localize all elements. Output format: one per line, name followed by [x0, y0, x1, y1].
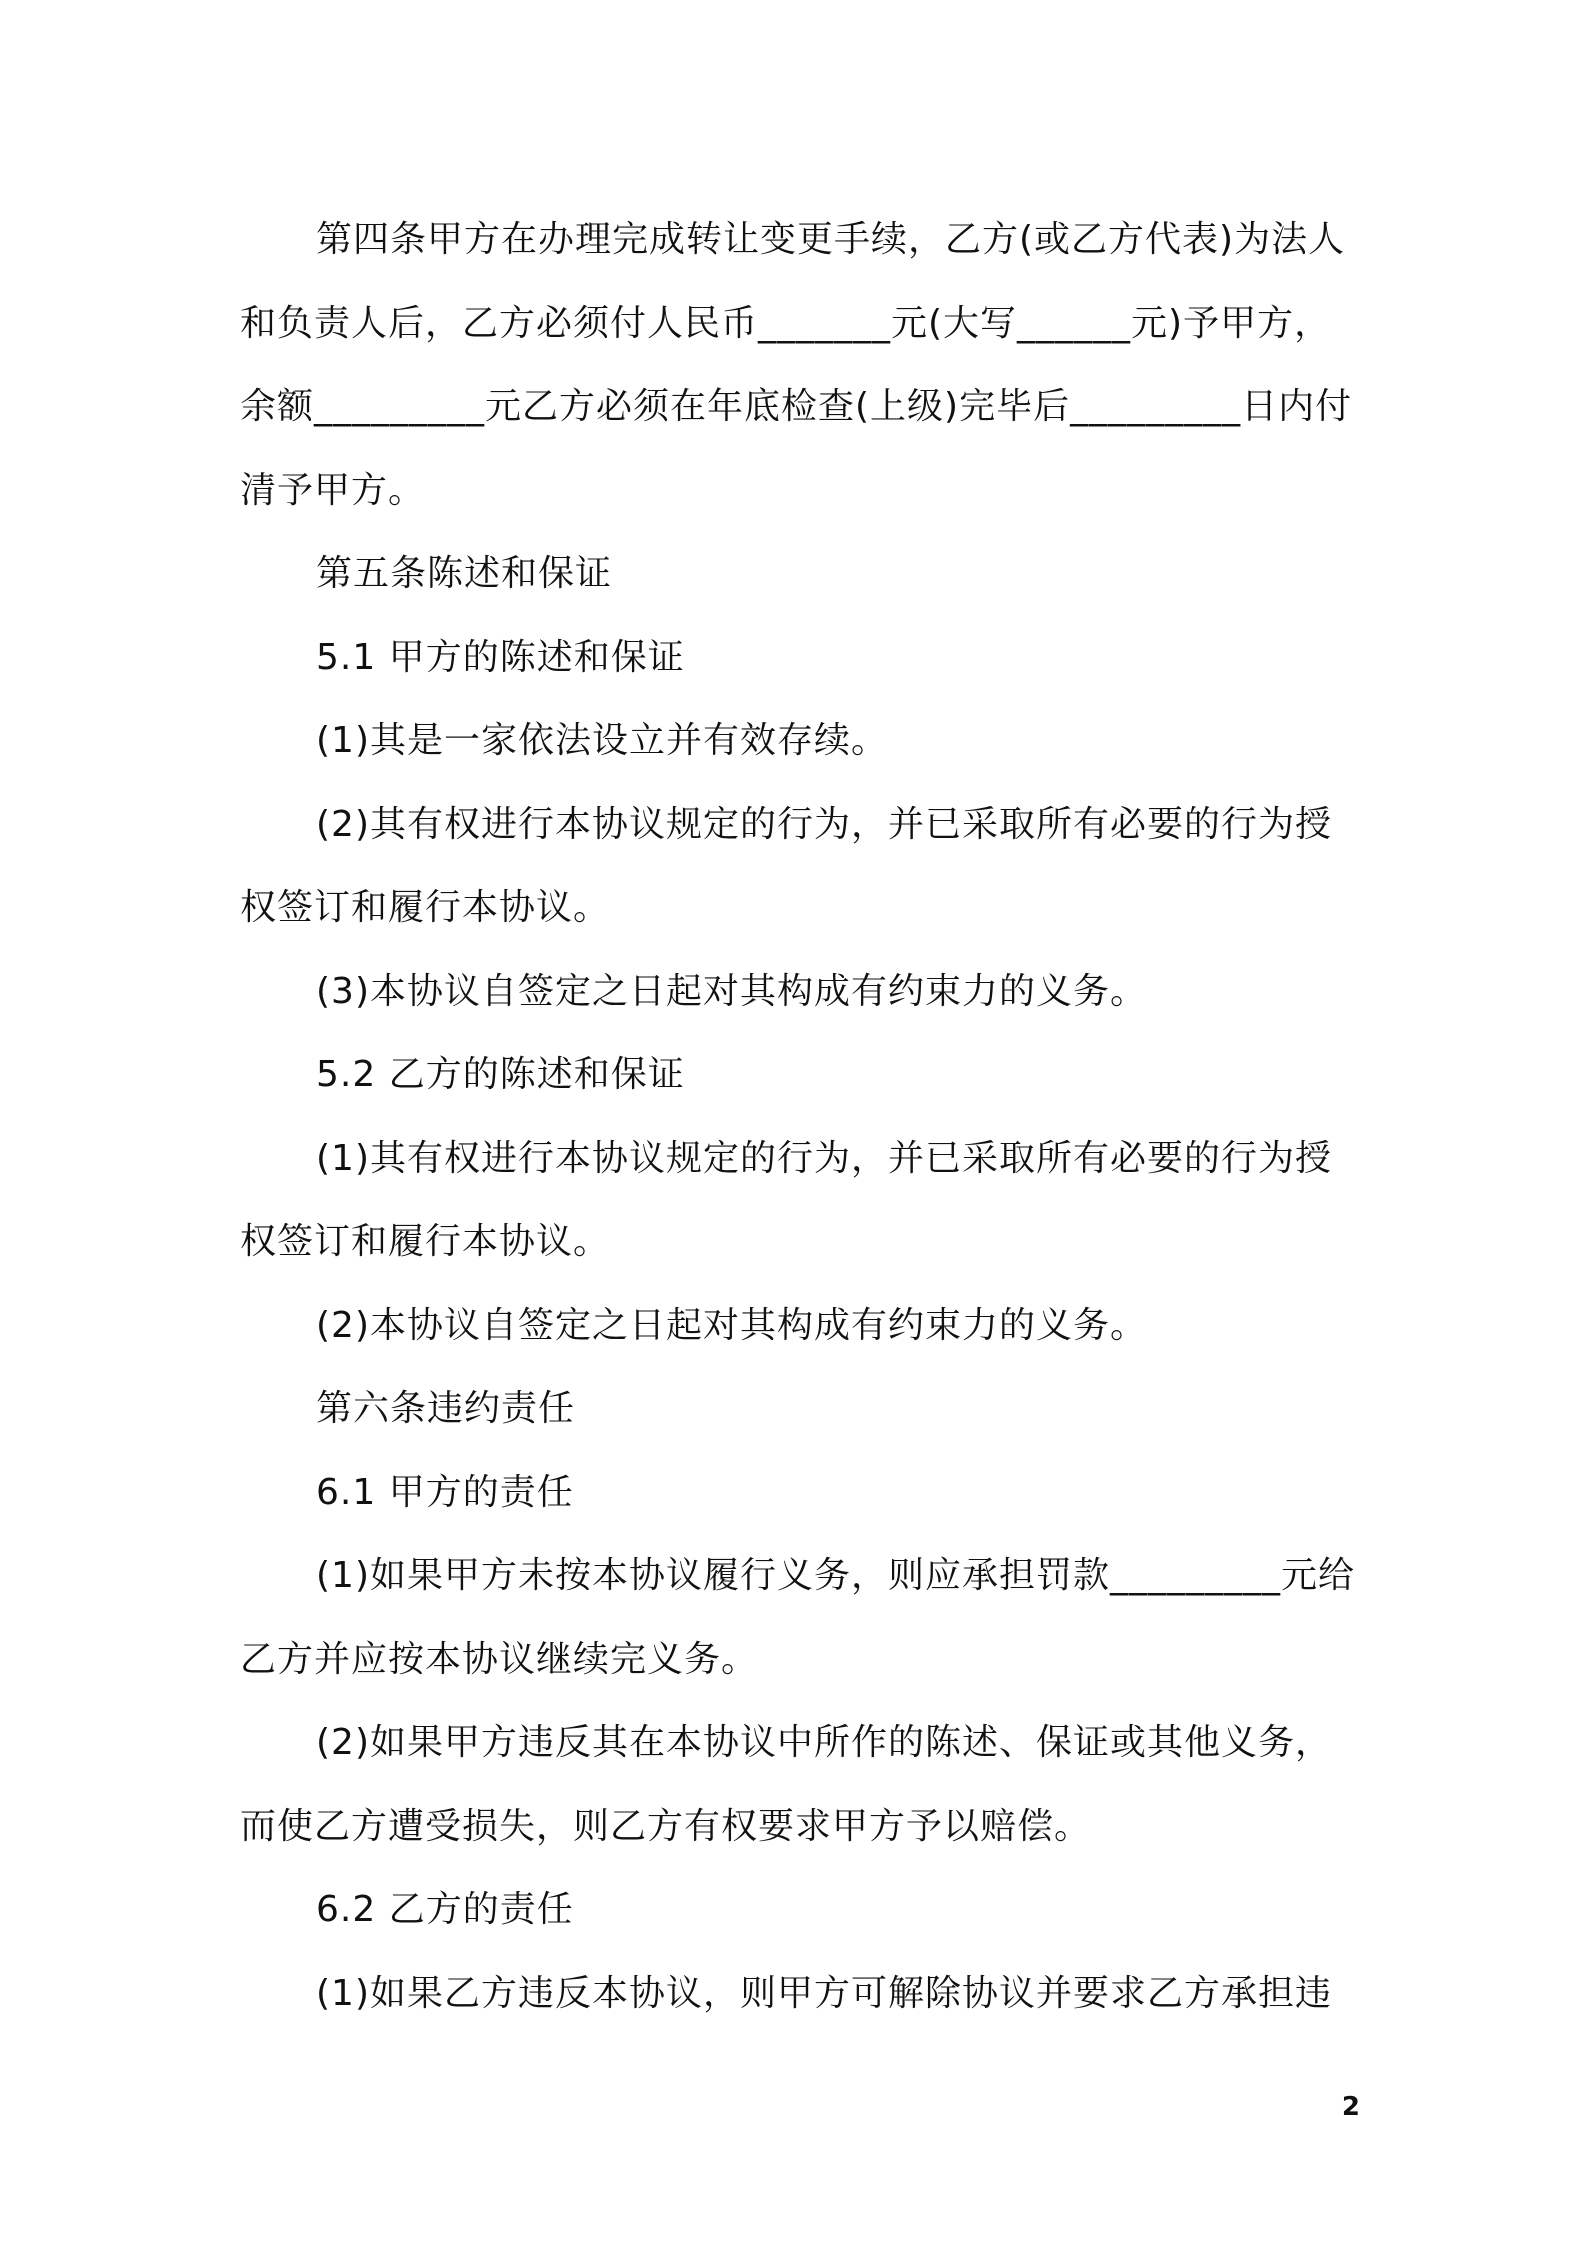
paragraph-6-1-item-2: (2)如果甲方违反其在本协议中所作的陈述、保证或其他义务，而使乙方遭受损失，则乙方有权要求甲方予以赔偿。 [240, 1722, 1332, 1847]
page-number: 2 [1341, 2092, 1360, 2122]
heading-article-5: 第五条陈述和保证 [316, 553, 613, 594]
paragraph-5-1-item-3: (3)本协议自签定之日起对其构成有约束力的义务。 [316, 970, 1147, 1012]
heading-article-6: 第六条违约责任 [316, 1388, 576, 1429]
paragraph-5-1-item-1: (1)其是一家依法设立并有效存续。 [316, 720, 888, 761]
heading-section-5-1: 5.1 甲方的陈述和保证 [316, 636, 685, 678]
heading-section-6-1: 6.1 甲方的责任 [316, 1471, 574, 1513]
paragraph-5-2-item-2: (2)本协议自签定之日起对其构成有约束力的义务。 [316, 1304, 1147, 1346]
paragraph-5-2-item-1: (1)其有权进行本协议规定的行为，并已采取所有必要的行为授权签订和履行本协议。 [240, 1137, 1332, 1262]
paragraph-article-4: 第四条甲方在办理完成转让变更手续，乙方(或乙方代表)为法人和负责人后，乙方必须付人民币_______元(大写______元)予甲方，余额_________元乙方必须在年底检查(上级)完毕后_________日内付清予甲方。 [240, 219, 1353, 511]
document-body [240, 198, 1355, 2035]
heading-section-6-2: 6.2 乙方的责任 [316, 1889, 574, 1930]
paragraph-5-1-item-2: (2)其有权进行本协议规定的行为，并已采取所有必要的行为授权签订和履行本协议。 [240, 803, 1332, 928]
paragraph-6-1-item-1: (1)如果甲方未按本协议履行义务，则应承担罚款_________元给乙方并应按本协议继续完义务。 [240, 1555, 1355, 1680]
heading-section-5-2: 5.2 乙方的陈述和保证 [316, 1054, 685, 1095]
paragraph-6-2-item-1: (1)如果乙方违反本协议，则甲方可解除协议并要求乙方承担违 [316, 1972, 1332, 2014]
